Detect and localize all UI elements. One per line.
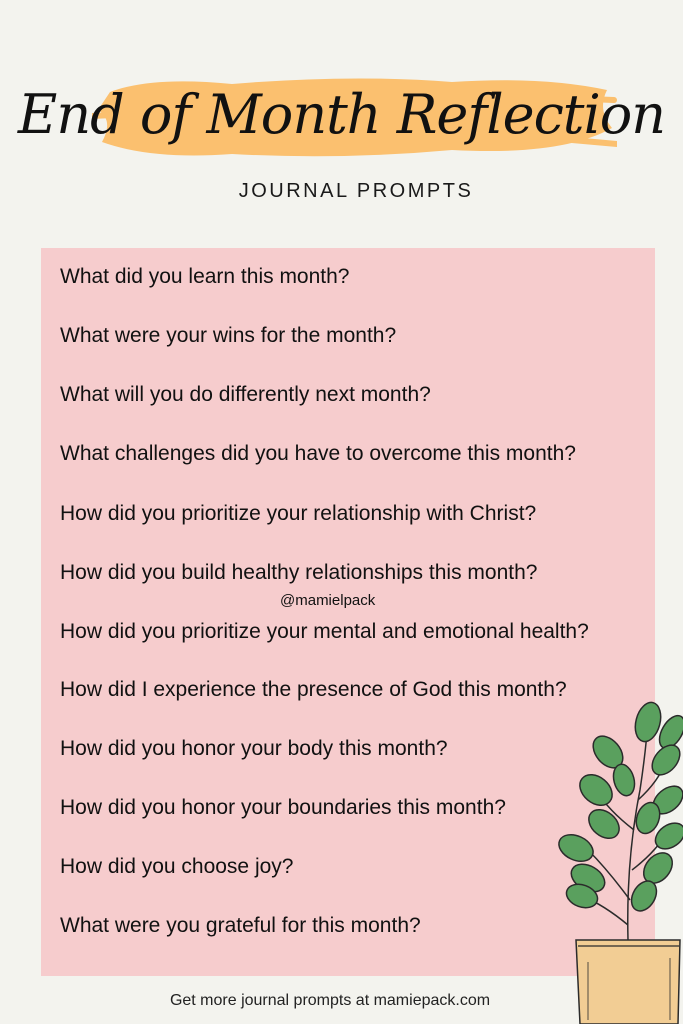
footer-text: Get more journal prompts at mamiepack.com	[169, 992, 491, 1009]
subtitle: JOURNAL PROMPTS	[238, 180, 474, 202]
prompt-item: How did you honor your boundaries this month?	[60, 796, 506, 819]
prompt-item: How did you choose joy?	[60, 855, 294, 878]
prompt-item: What were you grateful for this month?	[60, 914, 421, 937]
prompt-item: What challenges did you have to overcome this month?	[60, 442, 576, 465]
page-title: End of Month Reflection	[17, 83, 666, 146]
prompt-item: How did you prioritize your relationship with Christ?	[60, 502, 537, 525]
potted-plant-illustration	[548, 700, 683, 1024]
prompt-item: How did you honor your body this month?	[60, 737, 448, 760]
social-handle: @mamielpack	[280, 592, 376, 609]
prompt-item: What did you learn this month?	[60, 265, 350, 288]
prompt-item: How did you prioritize your mental and emotional health?	[60, 620, 589, 643]
prompt-item: What will you do differently next month?	[60, 383, 431, 406]
prompt-item: What were your wins for the month?	[60, 324, 397, 347]
prompt-item: How did I experience the presence of God this month?	[60, 678, 567, 701]
prompt-item: How did you build healthy relationships this month?	[60, 561, 538, 584]
